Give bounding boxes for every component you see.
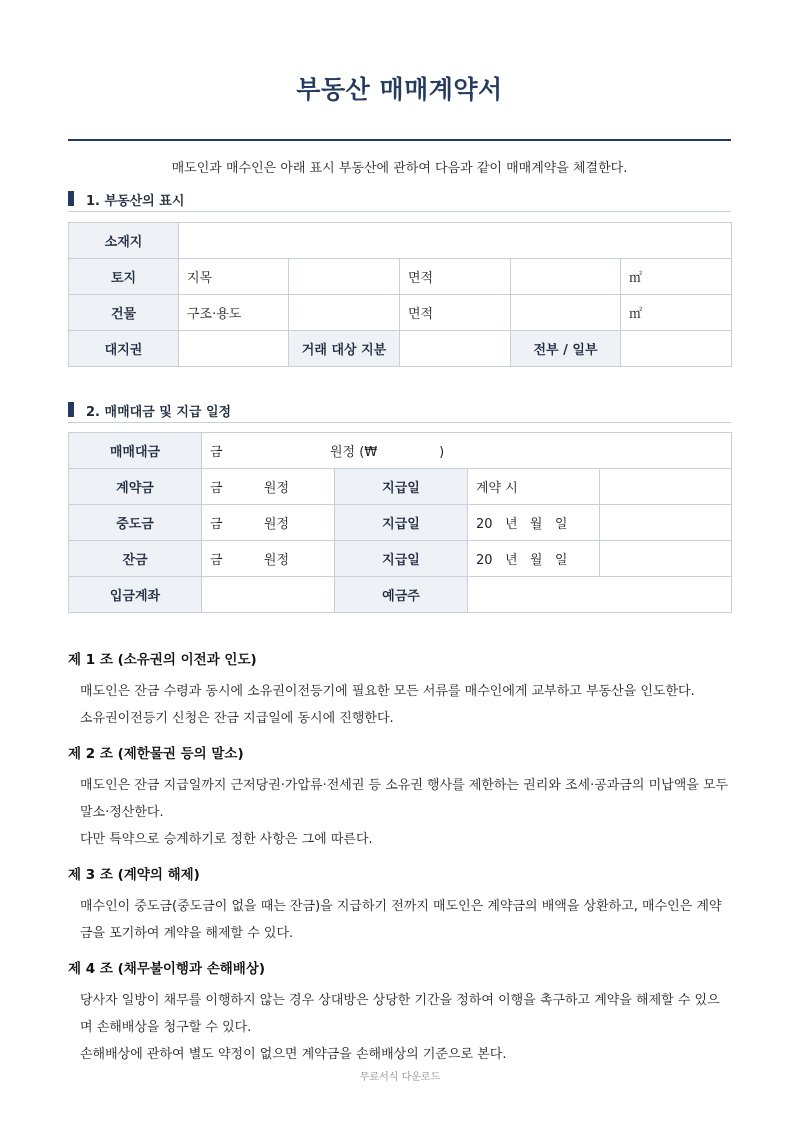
- account-input[interactable]: [202, 577, 335, 613]
- middle-date-input[interactable]: 20 년 월 일: [468, 505, 600, 541]
- holder-input[interactable]: [468, 577, 732, 613]
- deposit-date-label: 지급일: [335, 469, 468, 505]
- balance-date-label: 지급일: [335, 541, 468, 577]
- land-area-input[interactable]: [511, 259, 621, 295]
- articles: [68, 648, 731, 1078]
- article-paragraph: 다만 특약으로 승계하기로 정한 사항은 그에 따른다.: [80, 832, 373, 847]
- article-title: 제 1 조 (소유권의 이전과 인도): [68, 652, 257, 668]
- price-label: 매매대금: [69, 433, 202, 469]
- middle-date-label: 지급일: [335, 505, 468, 541]
- share-label: 거래 대상 지분: [289, 331, 400, 367]
- article-paragraph: 손해배상에 관하여 별도 약정이 없으면 계약금을 손해배상의 기준으로 본다.: [80, 1047, 507, 1062]
- land-area-unit: ㎡: [621, 259, 732, 295]
- balance-date-input[interactable]: 20 년 월 일: [468, 541, 600, 577]
- table-row: [69, 331, 732, 367]
- building-area-unit: ㎡: [621, 295, 732, 331]
- page-title: 부동산 매매계약서: [296, 75, 503, 104]
- table-row: [69, 541, 732, 577]
- balance-label: 잔금: [69, 541, 202, 577]
- price-input[interactable]: 금 원정 (₩ ): [202, 433, 732, 469]
- footer-text[interactable]: 무료서식 다운로드: [359, 1072, 441, 1083]
- land-type-label: 지목: [179, 259, 289, 295]
- section2-heading-text: 2. 매매대금 및 지급 일정: [86, 405, 232, 420]
- article-title: 제 3 조 (계약의 해제): [68, 867, 200, 883]
- deposit-label: 계약금: [69, 469, 202, 505]
- table-row: [69, 433, 732, 469]
- section1-heading-text: 1. 부동산의 표시: [86, 194, 185, 209]
- location-label: 소재지: [69, 223, 179, 259]
- article-title: 제 2 조 (제한물권 등의 말소): [68, 746, 244, 762]
- balance-input[interactable]: 금 원정: [202, 541, 335, 577]
- building-label: 건물: [69, 295, 179, 331]
- article-1: [68, 648, 731, 732]
- middle-label: 중도금: [69, 505, 202, 541]
- building-area-label: 면적: [400, 295, 511, 331]
- site-right-input[interactable]: [179, 331, 289, 367]
- article-paragraph: 매수인이 중도금(중도금이 없을 때는 잔금)을 지급하기 전까지 매도인은 계약금의 배액을 상환하고, 매수인은 계약금을 포기하여 계약을 해제할 수 있다.: [80, 899, 722, 941]
- location-input[interactable]: [179, 223, 732, 259]
- whole-part-label: 전부 / 일부: [511, 331, 621, 367]
- balance-extra-input[interactable]: [600, 541, 732, 577]
- share-input[interactable]: [400, 331, 511, 367]
- table-row: [69, 577, 732, 613]
- article-title: 제 4 조 (채무불이행과 손해배상): [68, 961, 266, 977]
- article-3: [68, 863, 731, 947]
- section2-heading: [68, 400, 731, 423]
- table-row: [69, 505, 732, 541]
- article-paragraph: 매도인은 잔금 지급일까지 근저당권·가압류·전세권 등 소유권 행사를 제한하는 권리와 조세·공과금의 미납액을 모두 말소·정산한다.: [80, 778, 729, 820]
- middle-input[interactable]: 금 원정: [202, 505, 335, 541]
- deposit-extra-input[interactable]: [600, 469, 732, 505]
- whole-part-input[interactable]: [621, 331, 732, 367]
- title-divider: [68, 139, 731, 141]
- table-row: [69, 295, 732, 331]
- land-area-label: 면적: [400, 259, 511, 295]
- payment-table: [68, 432, 732, 613]
- article-paragraph: 매도인은 잔금 수령과 동시에 소유권이전등기에 필요한 모든 서류를 매수인에게 교부하고 부동산을 인도한다.: [80, 684, 695, 699]
- article-4: [68, 957, 731, 1068]
- property-table: [68, 222, 732, 367]
- land-type-input[interactable]: [289, 259, 400, 295]
- article-paragraph: 당사자 일방이 채무를 이행하지 않는 경우 상대방은 상당한 기간을 정하여 이행을 촉구하고 계약을 해제할 수 있으며 손해배상을 청구할 수 있다.: [80, 993, 720, 1035]
- section1-heading: [68, 189, 731, 212]
- holder-label: 예금주: [335, 577, 468, 613]
- table-row: [69, 259, 732, 295]
- table-row: [69, 223, 732, 259]
- building-area-input[interactable]: [511, 295, 621, 331]
- table-row: [69, 469, 732, 505]
- article-2: [68, 742, 731, 853]
- intro-text: 매도인과 매수인은 아래 표시 부동산에 관하여 다음과 같이 매매계약을 체결한다.: [171, 161, 628, 176]
- land-label: 토지: [69, 259, 179, 295]
- site-right-label: 대지권: [69, 331, 179, 367]
- middle-extra-input[interactable]: [600, 505, 732, 541]
- account-label: 입금계좌: [69, 577, 202, 613]
- section-marker-icon: [68, 191, 74, 206]
- article-paragraph: 소유권이전등기 신청은 잔금 지급일에 동시에 진행한다.: [80, 711, 394, 726]
- deposit-date-input[interactable]: 계약 시: [468, 469, 600, 505]
- building-struct-input[interactable]: [289, 295, 400, 331]
- deposit-input[interactable]: 금 원정: [202, 469, 335, 505]
- building-struct-label: 구조·용도: [179, 295, 289, 331]
- section-marker-icon: [68, 402, 74, 417]
